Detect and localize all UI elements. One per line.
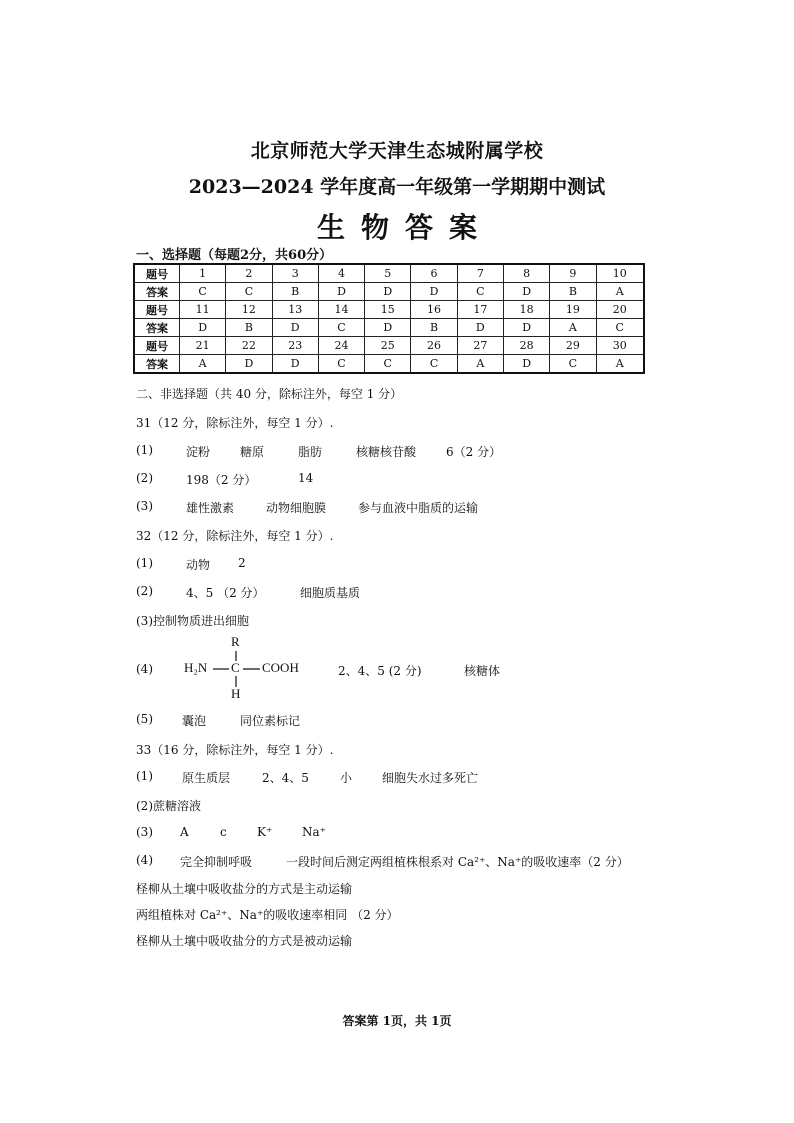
question-number-cell: 20 — [596, 301, 644, 319]
q31-1-answer: 淀粉 — [186, 445, 211, 459]
answer-cell: B — [411, 319, 457, 337]
q31-1-number: (1) — [136, 443, 153, 457]
answer-cell: D — [180, 319, 226, 337]
answer-cell: A — [550, 319, 596, 337]
q33-3-answer: A — [180, 825, 189, 839]
question-number-cell: 13 — [272, 301, 318, 319]
q33-3-answer: K⁺ — [257, 825, 273, 839]
answer-cell: C — [180, 283, 226, 301]
formula-hydrogen: H — [231, 686, 241, 701]
answer-cell: D — [272, 319, 318, 337]
answer-cell: C — [550, 355, 596, 374]
q31-1-answer: 6（2 分） — [446, 445, 502, 459]
question-number-cell: 29 — [550, 337, 596, 355]
answer-cell: A — [457, 355, 503, 374]
question-number-cell: 1 — [180, 264, 226, 283]
question-number-cell: 3 — [272, 264, 318, 283]
q31-3-answer: 雄性激素 — [186, 501, 235, 515]
q32-1-number: (1) — [136, 556, 153, 570]
answer-cell: B — [226, 319, 272, 337]
q33-3-answer: c — [220, 825, 227, 839]
q33-3-number: (3) — [136, 825, 153, 839]
answer-cell: A — [596, 283, 644, 301]
question-number-cell: 6 — [411, 264, 457, 283]
q33-4-number: (4) — [136, 853, 153, 867]
answer-cell: D — [503, 319, 549, 337]
answer-cell: A — [180, 355, 226, 374]
question-number-cell: 16 — [411, 301, 457, 319]
page-footer: 答案第 1页，共 1页 — [342, 1014, 452, 1028]
formula-carboxyl-group: COOH — [262, 660, 299, 675]
answer-cell: D — [318, 283, 364, 301]
answer-label: 答案 — [134, 319, 180, 337]
answer-cell: D — [226, 355, 272, 374]
q32-5-answer: 同位素标记 — [240, 714, 301, 728]
q32-heading: 32（12 分，除标注外，每空 1 分）. — [136, 529, 334, 543]
answer-cell: C — [596, 319, 644, 337]
question-number-cell: 21 — [180, 337, 226, 355]
question-number-label: 题号 — [134, 264, 180, 283]
question-number-cell: 28 — [503, 337, 549, 355]
answer-cell: B — [272, 283, 318, 301]
q32-5-answer: 囊泡 — [182, 714, 207, 728]
question-number-cell: 7 — [457, 264, 503, 283]
answer-cell: D — [411, 283, 457, 301]
question-number-cell: 17 — [457, 301, 503, 319]
answer-cell: C — [226, 283, 272, 301]
exam-title: 2023—2024 学年度高一年级第一学期期中测试 — [188, 176, 606, 198]
answer-cell: D — [365, 319, 411, 337]
formula-central-carbon: C — [231, 660, 240, 675]
question-number-cell: 25 — [365, 337, 411, 355]
question-number-cell: 24 — [318, 337, 364, 355]
q33-4-answer: 完全抑制呼吸 — [180, 855, 253, 869]
q31-heading: 31（12 分，除标注外，每空 1 分）. — [136, 416, 334, 430]
answer-cell: C — [457, 283, 503, 301]
question-number-label: 题号 — [134, 337, 180, 355]
question-number-cell: 14 — [318, 301, 364, 319]
answer-cell: C — [318, 319, 364, 337]
q32-4-answer: 2、4、5 (2 分) — [338, 664, 422, 678]
answer-cell: D — [503, 355, 549, 374]
q32-5-number: (5) — [136, 712, 153, 726]
question-number-cell: 10 — [596, 264, 644, 283]
q31-3-number: (3) — [136, 499, 153, 513]
q33-1-answer: 原生质层 — [182, 771, 231, 785]
answer-cell: A — [596, 355, 644, 374]
section1-heading: 一、选择题（每题2分，共60分） — [136, 248, 333, 263]
q33-1-answer: 细胞失水过多死亡 — [382, 771, 479, 785]
question-number-cell: 18 — [503, 301, 549, 319]
question-number-cell: 19 — [550, 301, 596, 319]
question-number-cell: 27 — [457, 337, 503, 355]
answer-cell: C — [318, 355, 364, 374]
q32-1-answer: 2 — [238, 556, 246, 570]
answer-cell: D — [272, 355, 318, 374]
answer-cell: C — [365, 355, 411, 374]
question-number-cell: 15 — [365, 301, 411, 319]
document-title: 生物答案 — [316, 211, 493, 244]
answer-cell: D — [503, 283, 549, 301]
school-name: 北京师范大学天津生态城附属学校 — [250, 140, 544, 162]
answer-cell: B — [550, 283, 596, 301]
question-number-label: 题号 — [134, 301, 180, 319]
q31-2-number: (2) — [136, 471, 153, 485]
question-number-cell: 11 — [180, 301, 226, 319]
q33-2-answer: (2)蔗糖溶液 — [136, 799, 201, 813]
q33-4-answer: 一段时间后测定两组植株根系对 Ca²⁺、Na⁺的吸收速率（2 分） — [286, 855, 629, 869]
q32-1-answer: 动物 — [186, 558, 211, 572]
answer-label: 答案 — [134, 355, 180, 374]
q32-2-answer: 4、5 （2 分） — [186, 586, 265, 600]
q31-3-answer: 参与血液中脂质的运输 — [358, 501, 479, 515]
answer-cell: C — [411, 355, 457, 374]
q31-1-answer: 糖原 — [240, 445, 265, 459]
answer-cell: D — [365, 283, 411, 301]
question-number-cell: 9 — [550, 264, 596, 283]
q33-1-answer: 小 — [340, 771, 353, 785]
question-number-cell: 8 — [503, 264, 549, 283]
q32-2-answer: 细胞质基质 — [300, 586, 361, 600]
q31-2-answer: 14 — [298, 471, 314, 485]
section2-heading: 二、非选择题（共 40 分，除标注外，每空 1 分） — [136, 387, 403, 401]
question-number-cell: 12 — [226, 301, 272, 319]
question-number-cell: 23 — [272, 337, 318, 355]
q31-2-answer: 198（2 分） — [186, 473, 257, 487]
question-number-cell: 2 — [226, 264, 272, 283]
question-number-cell: 22 — [226, 337, 272, 355]
q33-heading: 33（16 分，除标注外，每空 1 分）. — [136, 743, 334, 757]
q33-4-conclusion-a: 柽柳从土壤中吸收盐分的方式是主动运输 — [136, 882, 353, 896]
q31-1-answer: 核糖核苷酸 — [356, 445, 417, 459]
q32-4-number: (4) — [136, 662, 153, 676]
answer-cell: D — [457, 319, 503, 337]
question-number-cell: 30 — [596, 337, 644, 355]
q31-1-answer: 脂肪 — [298, 445, 323, 459]
q32-2-number: (2) — [136, 584, 153, 598]
question-number-cell: 4 — [318, 264, 364, 283]
q32-4-answer: 核糖体 — [464, 664, 501, 678]
formula-r-group: R — [231, 634, 240, 649]
question-number-cell: 26 — [411, 337, 457, 355]
formula-amino-group: H₂N — [184, 660, 208, 675]
q33-1-answer: 2、4、5 — [262, 771, 309, 785]
question-number-cell: 5 — [365, 264, 411, 283]
q33-4-condition-b: 两组植株对 Ca²⁺、Na⁺的吸收速率相同 （2 分） — [136, 908, 399, 922]
answer-label: 答案 — [134, 283, 180, 301]
q33-1-number: (1) — [136, 769, 153, 783]
q33-3-answer: Na⁺ — [302, 825, 326, 839]
q31-3-answer: 动物细胞膜 — [266, 501, 327, 515]
q32-3-answer: (3)控制物质进出细胞 — [136, 614, 249, 628]
q33-4-conclusion-b: 柽柳从土壤中吸收盐分的方式是被动运输 — [136, 934, 353, 948]
